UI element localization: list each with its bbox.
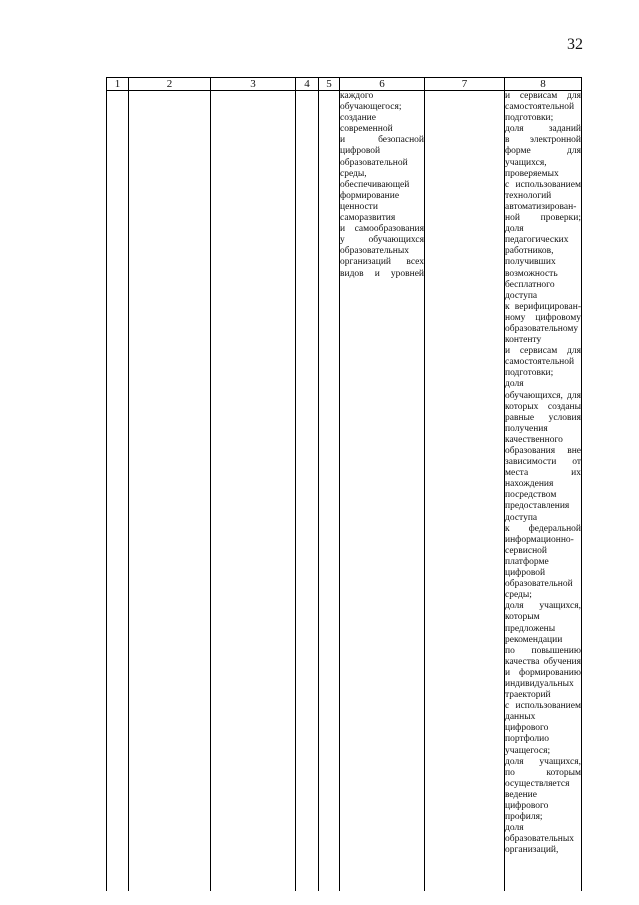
text-line: по которым	[505, 767, 581, 778]
text-line: доступа	[505, 290, 538, 301]
cell-col-3	[211, 91, 296, 892]
text-line: образования вне	[505, 446, 581, 456]
text-line: нахождения	[505, 479, 554, 490]
text-line: учащихся,	[505, 157, 547, 168]
column-header-2: 2	[129, 78, 211, 91]
text-line: цифровой	[505, 568, 546, 579]
text-line: рекомендации	[505, 634, 563, 645]
text-line: и сервисам для	[505, 346, 581, 357]
text-line: к верифицирован-	[505, 301, 581, 312]
text-line: формирование	[340, 190, 400, 201]
text-line: платформе	[505, 556, 549, 567]
text-line: образовательных	[340, 246, 409, 257]
text-line: доля	[505, 224, 524, 235]
text-line: доступа	[505, 512, 538, 523]
text-line: ной проверки;	[505, 213, 581, 224]
text-line: обучающегося;	[340, 102, 402, 113]
text-line: самостоятельной	[505, 102, 575, 113]
text-line: по повышению	[505, 645, 581, 656]
column-header-5: 5	[319, 78, 340, 91]
text-line: подготовки;	[505, 368, 554, 379]
text-line: с использованием	[505, 179, 581, 190]
table-header-row	[107, 78, 582, 91]
text-line: педагогических	[505, 235, 569, 246]
text-line: возможность	[505, 268, 558, 279]
cell-col-4	[296, 91, 319, 892]
text-line: профиля;	[505, 812, 543, 823]
text-line: получения	[505, 423, 548, 434]
column-header-3: 3	[211, 78, 296, 91]
text-line: видов и уровней	[340, 268, 424, 279]
text-line: бесплатного	[505, 279, 555, 290]
text-line: качества обучения	[505, 656, 581, 667]
text-line: которых созданы	[505, 401, 581, 412]
text-line: в электронной	[505, 135, 581, 146]
text-line: доля	[505, 379, 524, 390]
cell-col-2	[129, 91, 211, 892]
text-line: форме для	[505, 146, 581, 157]
text-line: у обучающихся	[340, 235, 424, 246]
text-line: автоматизирован-	[505, 201, 577, 212]
text-line: доля	[505, 823, 524, 834]
text-line: обучающихся, для	[505, 390, 581, 401]
text-line: посредством	[505, 490, 557, 501]
page-number: 32	[567, 36, 583, 53]
text-line: современной	[340, 124, 393, 135]
text-line: цифровой	[340, 146, 381, 157]
text-line: доля учащихся,	[505, 601, 581, 612]
column-header-1: 1	[107, 78, 129, 91]
text-line: и самообразования	[340, 224, 424, 235]
text-line: данных цифрового	[505, 712, 549, 734]
text-line: организаций,	[505, 845, 559, 856]
text-line: доля заданий	[505, 124, 581, 135]
text-line: качественного	[505, 434, 563, 445]
text-line: осуществляется	[505, 778, 570, 789]
cell-col-8	[505, 91, 582, 892]
text-line: образовательной	[340, 157, 408, 168]
text-line: траекторий	[505, 690, 551, 701]
text-line: каждого	[340, 91, 374, 101]
text-line: получивших	[505, 257, 556, 268]
document-table	[106, 77, 582, 891]
text-line: учащегося;	[505, 745, 551, 756]
text-line: к федеральной	[505, 523, 581, 534]
table-row	[107, 91, 582, 892]
text-line: работников,	[505, 246, 554, 257]
text-line: доля учащихся,	[505, 756, 581, 767]
text-line: подготовки;	[505, 113, 554, 124]
cell-col-7	[425, 91, 505, 892]
text-line: ведение цифрового	[505, 789, 549, 811]
text-line: ценности	[340, 201, 378, 212]
text-line: предложены	[505, 623, 556, 634]
text-line: равные условия	[505, 412, 581, 423]
text-line: информационно-	[505, 534, 574, 545]
text-line: самостоятельной	[505, 357, 575, 368]
text-line: и формированию	[505, 667, 581, 678]
text-line: среды;	[505, 590, 532, 601]
text-line: с использованием	[505, 701, 581, 712]
text-line: образовательному	[505, 323, 579, 334]
text-line: зависимости от	[505, 457, 581, 468]
text-line: предоставления	[505, 501, 570, 512]
text-line: саморазвития	[340, 213, 396, 224]
text-line: обеспечивающей	[340, 179, 410, 190]
text-line: создание	[340, 113, 376, 124]
text-line: проверяемых	[505, 168, 559, 179]
text-line: индивидуальных	[505, 678, 574, 689]
text-line: образовательных	[505, 834, 574, 845]
cell-col-5	[319, 91, 340, 892]
text-line: образовательной	[505, 579, 573, 590]
text-line: ному цифровому	[505, 312, 581, 323]
text-line: места их	[505, 468, 581, 479]
text-line: технологий	[505, 190, 552, 201]
text-line: портфолио	[505, 734, 549, 745]
column-header-7: 7	[425, 78, 505, 91]
text-line: и сервисам для	[505, 91, 581, 101]
column-header-8: 8	[505, 78, 582, 91]
cell-col-6	[340, 91, 425, 892]
text-line: которым	[505, 612, 540, 623]
text-line: организаций всех	[340, 257, 424, 268]
text-line: и безопасной	[340, 135, 424, 146]
text-line: контенту	[505, 335, 542, 346]
col8-text	[505, 91, 581, 856]
col6-text	[340, 91, 424, 280]
column-header-4: 4	[296, 78, 319, 91]
column-header-6: 6	[340, 78, 425, 91]
text-line: среды,	[340, 168, 367, 179]
cell-col-1	[107, 91, 129, 892]
text-line: сервисной	[505, 545, 548, 556]
